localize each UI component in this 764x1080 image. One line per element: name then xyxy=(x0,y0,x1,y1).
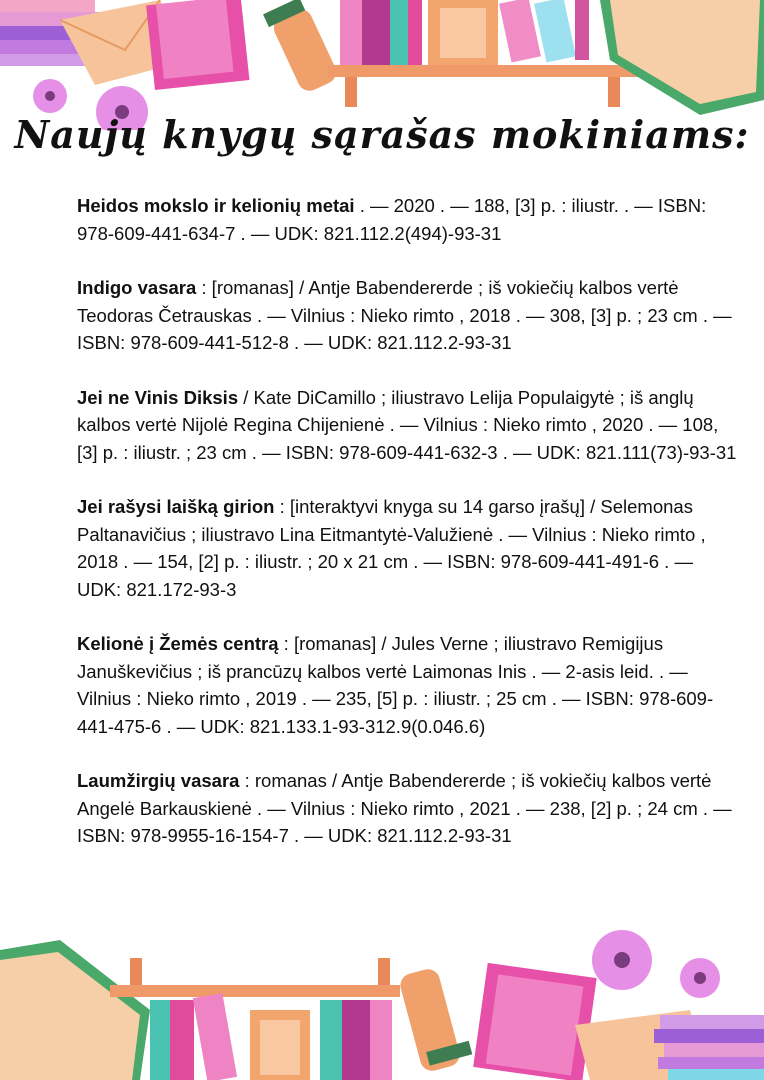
book-stack-top-icon xyxy=(0,0,95,12)
book-details: / Kate DiCamillo ; iliustravo Lelija Populaigytė ; iš anglų kalbos vertė Nijolė Regina Chijenienė . — Vilnius : Nieko rimto , 2020 . — 108, [3] p. : iliustr. ; 23 cm . — ISBN: 978-609-441-632-3 . — UDK: 821.111(73)-93-31 xyxy=(77,386,737,463)
book-title: Laumžirgių vasara xyxy=(77,770,240,791)
book-title: Heidos mokslo ir kelionių metai xyxy=(77,195,355,216)
list-item xyxy=(77,630,737,740)
book-details: : [romanas] / Jules Verne ; iliustravo Remigijus Januškevičius ; iš prancūzų kalbos vertė Laimonas Inis . — 2-asis leid. . — Vilnius : Nieko rimto , 2019 . — 235, [5] p. : iliustr. ; 25 cm . — ISBN: 978-609-441-475-6 . — UDK: 821.133.1-93-312.9(0.046.6) xyxy=(77,633,714,737)
book-title: Kelionė į Žemės centrą xyxy=(77,633,279,654)
book-details: : romanas / Antje Babendererde ; iš vokiečių kalbos vertė Angelė Barkauskienė . — Vilnius : Nieko rimto , 2021 . — 238, [2] p. ; 24 cm . — ISBN: 978-9955-16-154-7 . — UDK: 821.112.2-93-31 xyxy=(77,770,732,846)
book-details: . — 2020 . — 188, [3] p. : iliustr. . — ISBN: 978-609-441-634-7 . — UDK: 821.112.2(494)-93-31 xyxy=(77,195,707,244)
book-stack-icon xyxy=(660,1015,764,1029)
book-details: : [romanas] / Antje Babendererde ; iš vokiečių kalbos vertė Teodoras Četrauskas . — Vilnius : Nieko rimto , 2018 . — 308, [3] p. ; 23 cm . — ISBN: 978-609-441-512-8 . — UDK: 821.112.2-93-31 xyxy=(77,277,732,353)
bottom-books-illustration xyxy=(0,930,764,1080)
book-list xyxy=(77,192,737,877)
book-spine-icon xyxy=(150,1000,170,1080)
list-item xyxy=(77,493,737,603)
flower-icon xyxy=(33,79,67,113)
shelf-icon xyxy=(110,985,400,997)
book-title: Indigo vasara xyxy=(77,277,197,298)
list-item xyxy=(77,767,737,850)
book-details: : [interaktyvi knyga su 14 garso įrašų] / Selemonas Paltanavičius ; iliustravo Lina Eitmantytė-Valužienė . — Vilnius : Nieko rimto , 2018 . — 154, [2] p. : iliustr. ; 20 x 21 cm . — ISBN: 978-609-441-491-6 . — UDK: 821.172-93-3 xyxy=(77,496,706,600)
flower-icon xyxy=(592,930,652,990)
list-item xyxy=(77,384,737,467)
book-title: Jei rašysi laišką girion xyxy=(77,496,275,517)
top-books-illustration xyxy=(0,0,764,130)
book-spine-icon xyxy=(340,0,362,65)
page-title: Naujų knygų sąrašas mokiniams: xyxy=(14,112,750,157)
shelf-icon xyxy=(328,65,638,77)
list-item xyxy=(77,274,737,357)
list-item xyxy=(77,192,737,247)
book-title: Jei ne Vinis Diksis xyxy=(77,386,239,408)
flower-icon xyxy=(680,958,720,998)
